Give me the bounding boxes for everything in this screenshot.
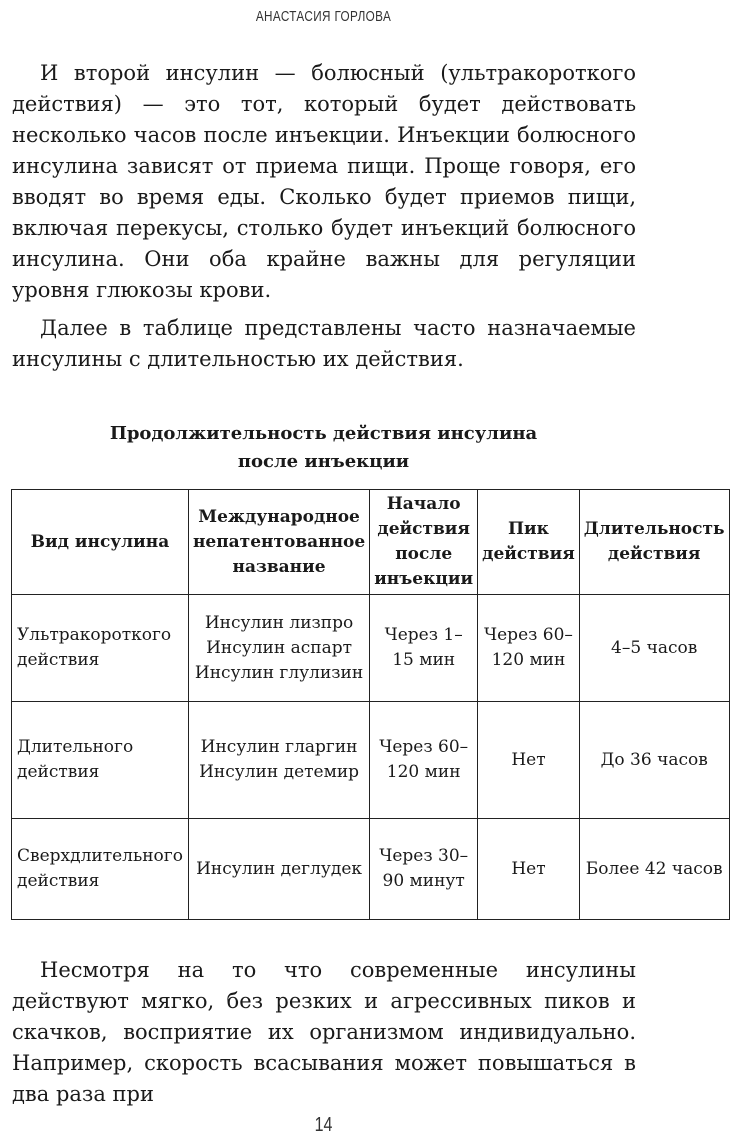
table-header-row [12,490,730,595]
cell-peak: Нет [478,702,580,819]
header-onset: Начало действия после инъекции [370,490,478,595]
header-peak: Пик действия [478,490,580,595]
inn-name: Инсулин гларгин [200,737,358,757]
cell-names [188,595,369,702]
paragraph-bolus-insulin: И второй инсулин — болюсный (ультракороткого действия) — это тот, который будет действовать несколько часов после инъекции. Инъекции болюсного инсулина зависят от приема пищи. Проще говоря, его вводят во время еды. Сколько будет приемов пищи, включая перекусы, столько будет инъекций болюсного инсулина. Они оба крайне важны для регуляции уровня глюкозы крови. [12,61,636,302]
paragraph-table-intro: Далее в таблице представлены часто назначаемые инсулины с длительностью их действия. [12,316,636,371]
cell-peak: Через 60–120 мин [478,595,580,702]
cell-duration: 4–5 часов [579,595,729,702]
insulin-duration-table [11,489,730,920]
cell-duration: До 36 часов [579,702,729,819]
cell-names [188,819,369,920]
cell-names [188,702,369,819]
inn-name: Инсулин глулизин [194,662,364,683]
running-header: АНАСТАСИЯ ГОРЛОВА [255,8,392,25]
page-number: 14 [314,1114,333,1136]
cell-onset: Через 30–90 минут [370,819,478,920]
cell-type: Ультракороткого действия [12,595,189,702]
cell-duration: Более 42 часов [579,819,729,920]
table-caption [0,420,647,476]
inn-name: Инсулин аспарт [206,637,353,658]
cell-onset: Через 60–120 мин [370,702,478,819]
cell-onset: Через 1–15 мин [370,595,478,702]
header-insulin-type: Вид инсулина [12,490,189,595]
table-row [12,595,730,702]
table-caption-line-2: после инъекции [237,451,410,472]
paragraph-absorption: Несмотря на то что современные инсулины действуют мягко, без резких и агрессивных пиков и скачков, восприятие их организмом индивидуально. Например, скорость всасывания может повышаться в два раза при [12,958,636,1106]
inn-name: Инсулин деглудек [196,858,363,879]
cell-peak: Нет [478,819,580,920]
table-caption-line-1: Продолжительность действия инсулина [109,423,538,444]
cell-type: Длительного действия [12,702,189,819]
cell-type: Сверхдлительного действия [12,819,189,920]
header-duration: Длительность действия [579,490,729,595]
inn-name: Инсулин детемир [199,762,360,782]
inn-name: Инсулин лизпро [204,612,354,633]
header-inn-name: Международное непатентованное название [188,490,369,595]
table-row [12,819,730,920]
table-row [12,702,730,819]
